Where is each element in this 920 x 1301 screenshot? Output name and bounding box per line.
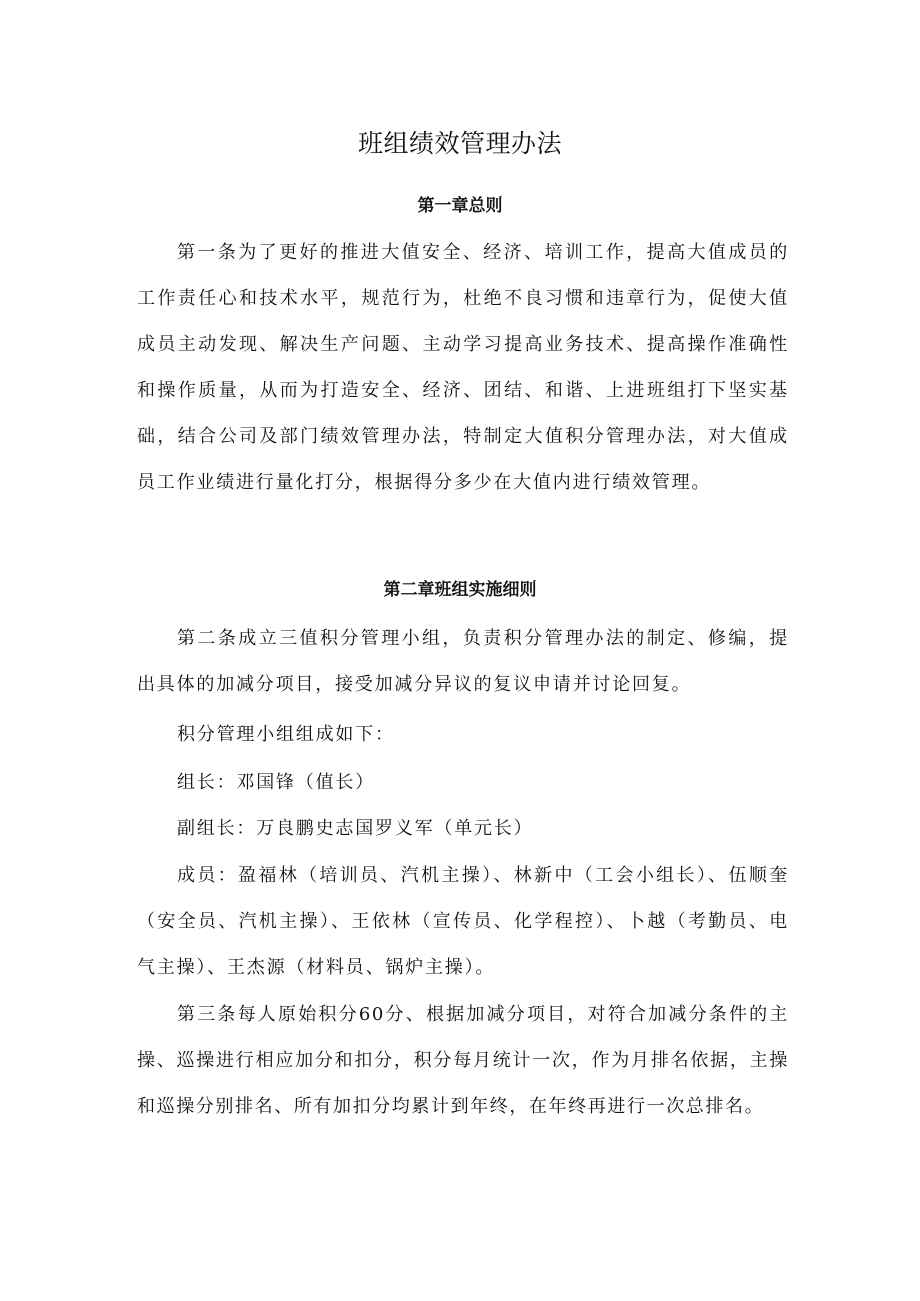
deputy-leader-paragraph: 副组长：万良鹏史志国罗义军（单元长） [177, 818, 534, 839]
article-3-paragraph: 第三条每人原始积分60分、根据加减分项目，对符合加减分条件的主操、巡操进行相应加分和扣分，积分每月统计一次，作为月排名依据，主操和巡操分别排名、所有加扣分均累计到年终，在年终再进行一次总排名。 [137, 1004, 789, 1117]
group-intro-paragraph: 积分管理小组组成如下： [177, 724, 395, 745]
group-leader-paragraph: 组长：邓国锋（值长） [177, 772, 375, 793]
document-title: 班组绩效管理办法 [357, 129, 562, 158]
members-paragraph: 成员：盈福林（培训员、汽机主操）、林新中（工会小组长）、伍顺奎（安全员、汽机主操）、王依林（宣传员、化学程控）、卜越（考勤员、电气主操）、王杰源（材料员、锅炉主操）。 [137, 865, 789, 978]
article-1-paragraph: 第一条为了更好的推进大值安全、经济、培训工作，提高大值成员的工作责任心和技术水平，规范行为，杜绝不良习惯和违章行为，促使大值成员主动发现、解决生产问题、主动学习提高业务技术、提高操作准确性和操作质量，从而为打造安全、经济、团结、和谐、上进班组打下坚实基础，结合公司及部门绩效管理办法，特制定大值积分管理办法，对大值成员工作业绩进行量化打分，根据得分多少在大值内进行绩效管理。 [137, 242, 789, 493]
chapter-2-heading: 第二章班组实施细则 [383, 580, 537, 600]
article-2-paragraph: 第二条成立三值积分管理小组，负责积分管理办法的制定、修编，提出具体的加减分项目，接受加减分异议的复议申请并讨论回复。 [137, 628, 789, 695]
chapter-1-heading: 第一章总则 [417, 196, 503, 216]
